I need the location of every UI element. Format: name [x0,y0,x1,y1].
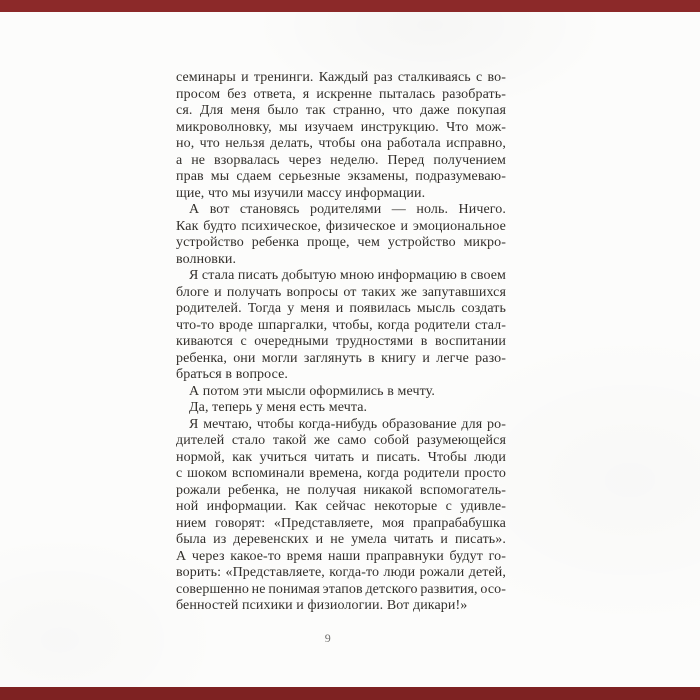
text-line: А вот становясь родителями — ноль. Ничего. [189,202,506,217]
text-line: Да, теперь у меня есть мечта. [189,400,368,415]
text-line: щие, что мы изучили массу информации. [176,185,426,201]
page-text-block [176,70,506,615]
text-line: нормой, как учиться читать и писать. Чтобы люди [176,449,506,465]
text-line: что-то вроде шпаргалки, чтобы, когда родители стал- [176,317,506,333]
text-line: блоге и получать вопросы от таких же запутавшихся [176,284,506,300]
text-line: но, что нельзя делать, чтобы она работала исправно, [176,136,506,151]
text-line: с шоком вспоминали времена, когда родители просто [176,466,506,481]
text-line: Я стала писать добытую мною информацию в своем [189,268,506,283]
text-line: А через какое-то время наши праправнуки будут го- [176,548,506,564]
text-line: браться в вопросе. [176,367,288,382]
text-line: дителей стало такой же само собой разумеющейся [176,433,506,448]
text-line: прав мы сдаем серьезные экзамены, подразумеваю- [176,169,506,184]
text-line: рожали ребенка, не получая никакой вспомогатель- [176,482,506,498]
text-line: ной информации. Как сейчас некоторые с удивле- [176,499,506,514]
text-line: киваются с очередными трудностями в воспитании [176,334,506,349]
text-line: просом без ответа, я искренне пыталась разобрать- [176,86,506,102]
text-line: была из деревенских и не умела читать и писать». [176,532,506,547]
text-line: нием говорят: «Представляете, моя прапрабабушка [176,515,506,531]
top-red-band [0,0,700,12]
text-line: семинары и тренинги. Каждый раз сталкиваясь с во- [176,70,506,85]
text-line: устройство ребенка проще, чем устройство микро- [176,235,506,250]
text-line: волновки. [176,251,237,267]
text-line: совершенно не понимая этапов детского развития, осо- [176,581,506,597]
text-line: Я мечтаю, чтобы когда-нибудь образование для ро- [189,416,506,432]
text-line: микроволновку, мы изучаем инструкцию. Что мож- [176,119,506,135]
text-line: ворить: «Представляете, когда-то люди рожали детей, [176,565,506,580]
text-line: ребенка, они могли заглянуть в книгу и легче разо- [176,350,506,366]
text-line: ся. Для меня было так странно, что даже покупая [176,103,506,118]
text-line: А потом эти мысли оформились в мечту. [189,383,435,399]
bottom-red-band [0,687,700,700]
page-number: 9 [324,631,332,645]
text-line: Как будто психическое, физическое и эмоциональное [176,218,506,234]
text-line: родителей. Тогда у меня и появилась мысль создать [176,301,506,316]
text-line: бенностей психики и физиологии. Вот дикари!» [176,598,468,613]
text-line: а не взорвалась через неделю. Перед получением [176,152,506,168]
